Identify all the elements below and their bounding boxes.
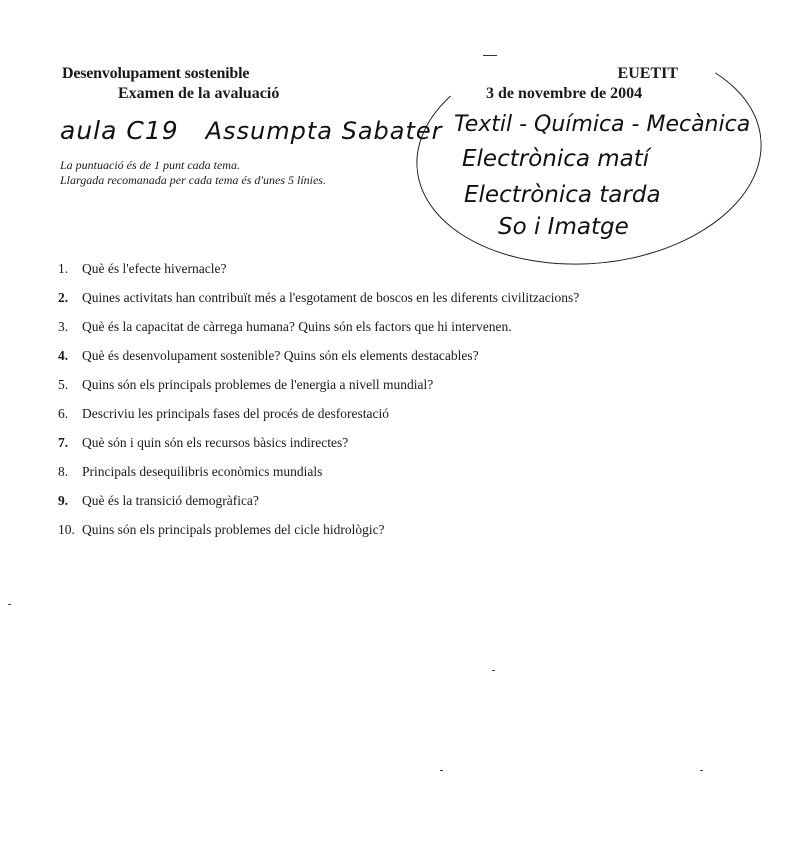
question-item [58, 370, 778, 399]
question-number: 5. [58, 377, 69, 392]
scan-speck [8, 604, 11, 605]
question-text: Què és desenvolupament sostenible? Quins són els elements destacables? [82, 348, 479, 363]
question-item [58, 428, 778, 457]
question-text: Descriviu les principals fases del procés de desforestació [82, 406, 390, 421]
question-text: Quins són els principals problemes del cicle hidrològic? [82, 522, 385, 537]
question-item [58, 312, 778, 341]
shift-line: Electrònica matí [462, 146, 650, 172]
question-item [58, 254, 778, 283]
question-text: Què són i quin són els recursos bàsics indirectes? [82, 435, 349, 450]
header-left [62, 64, 442, 104]
handwritten-room: aula C19 [60, 116, 179, 145]
question-text: Quines activitats han contribuït més a l'esgotament de boscos en les diferents civilitzacions? [82, 290, 580, 305]
question-number: 3. [58, 319, 69, 334]
question-number: 10. [58, 522, 75, 537]
question-text: Què és l'efecte hivernacle? [82, 261, 227, 276]
question-item [58, 283, 778, 312]
note-length: Llargada recomanada per cada tema és d'unes 5 línies. [60, 173, 326, 187]
handwritten-room-teacher [60, 116, 443, 145]
question-number: 2. [58, 290, 69, 305]
question-text: Quins són els principals problemes de l'energia a nivell mundial? [82, 377, 434, 392]
question-item [58, 457, 778, 486]
exam-title: Examen de la avaluació [118, 85, 280, 102]
pen-mark [483, 55, 497, 56]
scan-speck [700, 770, 703, 771]
question-item [58, 515, 778, 544]
school-name: EUETIT [617, 65, 678, 82]
shift-line: So i Imatge [498, 214, 629, 240]
question-item [58, 399, 778, 428]
question-text: Què és la transició demogràfica? [82, 493, 259, 508]
question-number: 7. [58, 435, 69, 450]
question-number: 4. [58, 348, 69, 363]
question-number: 8. [58, 464, 69, 479]
scoring-notes [60, 158, 326, 188]
question-item [58, 486, 778, 515]
scan-speck [492, 670, 495, 671]
shift-line: Textil - Química - Mecànica [454, 112, 751, 137]
shift-line: Electrònica tarda [464, 182, 661, 208]
question-number: 1. [58, 261, 69, 276]
question-item [58, 341, 778, 370]
question-list [58, 254, 778, 544]
scan-speck [440, 770, 443, 771]
question-number: 6. [58, 406, 69, 421]
handwritten-teacher: Assumpta Sabater [205, 117, 443, 145]
exam-date: 3 de novembre de 2004 [486, 85, 643, 102]
question-number: 9. [58, 493, 69, 508]
subject-title: Desenvolupament sostenible [62, 65, 250, 82]
note-score: La puntuació és de 1 punt cada tema. [60, 158, 240, 172]
question-text: Principals desequilibris econòmics mundials [82, 464, 323, 479]
question-text: Què és la capacitat de càrrega humana? Quins són els factors que hi intervenen. [82, 319, 512, 334]
